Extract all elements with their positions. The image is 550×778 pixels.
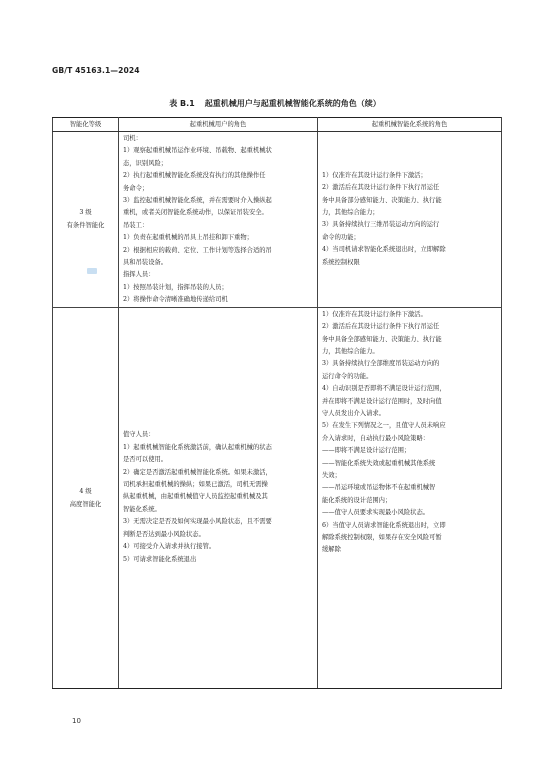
level-cell: 3 级 有条件智能化 <box>53 132 119 308</box>
text-line: 2）将操作命令清晰准确地传递给司机 <box>123 296 228 304</box>
system-roles-cell <box>318 307 502 688</box>
text-line: 1）仅准许在其设计运行条件下激活； <box>322 171 427 179</box>
text-line: 1）负责在起重机械的吊具上吊挂和卸下重物； <box>123 234 253 242</box>
text-line: 命令的功能； <box>322 233 360 241</box>
table-row <box>53 307 502 688</box>
text-line: 值守人员： <box>123 431 155 439</box>
text-line: 智能化系统。 <box>123 505 161 513</box>
roles-table <box>52 117 502 689</box>
text-line: ——吊运环境或吊运物体不在起重机械智 <box>322 484 436 492</box>
text-line: 力，其他综合能力。 <box>322 347 379 355</box>
text-line: 5）在发生下列情况之一，且值守人员未响应 <box>322 422 446 430</box>
text-line: 务命令； <box>123 184 149 192</box>
text-line: 2）激活后在其设计运行条件下执行吊运任 <box>322 184 440 192</box>
user-roles-cell <box>119 132 318 308</box>
text-line: 4）当司机请求智能化系统退出时，立即解除 <box>322 246 446 254</box>
text-line: 司机： <box>123 135 142 142</box>
text-line: 1）起重机械智能化系统激活前，确认起重机械的状态 <box>123 443 272 451</box>
annotation-marker-icon <box>87 268 97 274</box>
text-line: 5）可请求智能化系统退出 <box>123 555 197 563</box>
text-line: 3）具备持续执行全部维度吊装运动方向的 <box>322 360 440 368</box>
text-line: 系统控制权限 <box>322 258 360 266</box>
text-line: 缓解除 <box>322 546 341 554</box>
text-line: 6）当值守人员请求智能化系统退出时，立即 <box>322 521 446 529</box>
text-line: 态，识别风险； <box>123 159 168 167</box>
text-line: 是否可以使用。 <box>123 456 168 464</box>
text-line: 3）具备持续执行三维吊装运动方向的运行 <box>322 221 440 229</box>
text-line: 3）监控起重机械智能化系统，并在需要时介入操纵起 <box>123 197 272 205</box>
system-roles-cell <box>318 132 502 308</box>
text-line: 务中具备部分感知能力、决策能力、执行能 <box>322 196 442 204</box>
page-number: 10 <box>72 717 81 725</box>
text-line: 介入请求时，自动执行最小风险策略： <box>322 434 430 442</box>
text-line: 力，其他综合能力； <box>322 208 379 216</box>
table-row <box>53 132 502 308</box>
text-line: 指挥人员： <box>123 271 155 279</box>
table-header-row <box>53 118 502 132</box>
text-line: 判断是否达到最小风险状态。 <box>123 530 205 538</box>
text-line: 2）执行起重机械智能化系统没有执行的其他操作任 <box>123 172 266 180</box>
text-line: 具和吊装设备。 <box>123 259 168 267</box>
text-line: 4）自动识别是否即将不满足设计运行范围， <box>322 385 446 393</box>
user-roles-cell <box>119 307 318 688</box>
table-number: 表 B.1 <box>169 99 195 108</box>
text-line: ——值守人员要求实现最小风险状态。 <box>322 509 430 517</box>
text-line: 2）激活后在其设计运行条件下执行吊运任 <box>322 323 440 331</box>
text-line: 1）按照吊装计划，指挥吊装的人员； <box>123 283 228 291</box>
text-line: 1）观察起重机械吊运作业环境、吊载物、起重机械状 <box>123 147 272 155</box>
text-line: 2）确定是否激活起重机械智能化系统。如果未激活， <box>123 468 272 476</box>
text-line: 1）仅准许在其设计运行条件下激活。 <box>322 310 427 318</box>
text-line: ——即将不满足设计运行范围； <box>322 447 411 455</box>
table-title <box>0 98 550 109</box>
text-line: 守人员发出介入请求。 <box>322 409 385 417</box>
column-header-user-role: 起重机械用户的角色 <box>119 118 318 132</box>
text-line: 能化系统的设计范围内； <box>322 496 392 504</box>
text-line: 2）根据相应的载荷、定位、工作计划等选择合适的吊 <box>123 246 272 254</box>
column-header-system-role: 起重机械智能化系统的角色 <box>318 118 502 132</box>
text-line: 解除系统控制权限，如果存在安全风险可暂 <box>322 534 442 541</box>
text-line: 3）无需决定是否及如何实现最小风险状态，且不需要 <box>123 518 272 526</box>
table-caption: 起重机械用户与起重机械智能化系统的角色（续） <box>204 99 381 108</box>
text-line: 运行命令的功能。 <box>322 372 373 380</box>
text-line: 司机承担起重机械的操纵；如果已激活，司机无需操 <box>123 481 268 489</box>
text-line: 纵起重机械，由起重机械值守人员监控起重机械及其 <box>123 493 268 501</box>
column-header-level: 智能化等级 <box>53 118 119 132</box>
text-line: 吊装工： <box>123 221 149 229</box>
text-line: 4）可接受介入请求并执行接管。 <box>123 543 216 551</box>
text-line: 并在即将不满足设计运行范围时，及时向值 <box>322 397 442 405</box>
text-line: 务中具备全部感知能力、决策能力、执行能 <box>322 335 442 343</box>
standard-code: GB/T 45163.1—2024 <box>52 66 140 75</box>
text-line: 重机，或者关闭智能化系统动作，以保证吊装安全。 <box>123 209 268 217</box>
text-line: ——智能化系统失效或起重机械其他系统 <box>322 459 436 467</box>
level-cell: 4 级 高度智能化 <box>53 307 119 688</box>
text-line: 失效； <box>322 471 341 479</box>
